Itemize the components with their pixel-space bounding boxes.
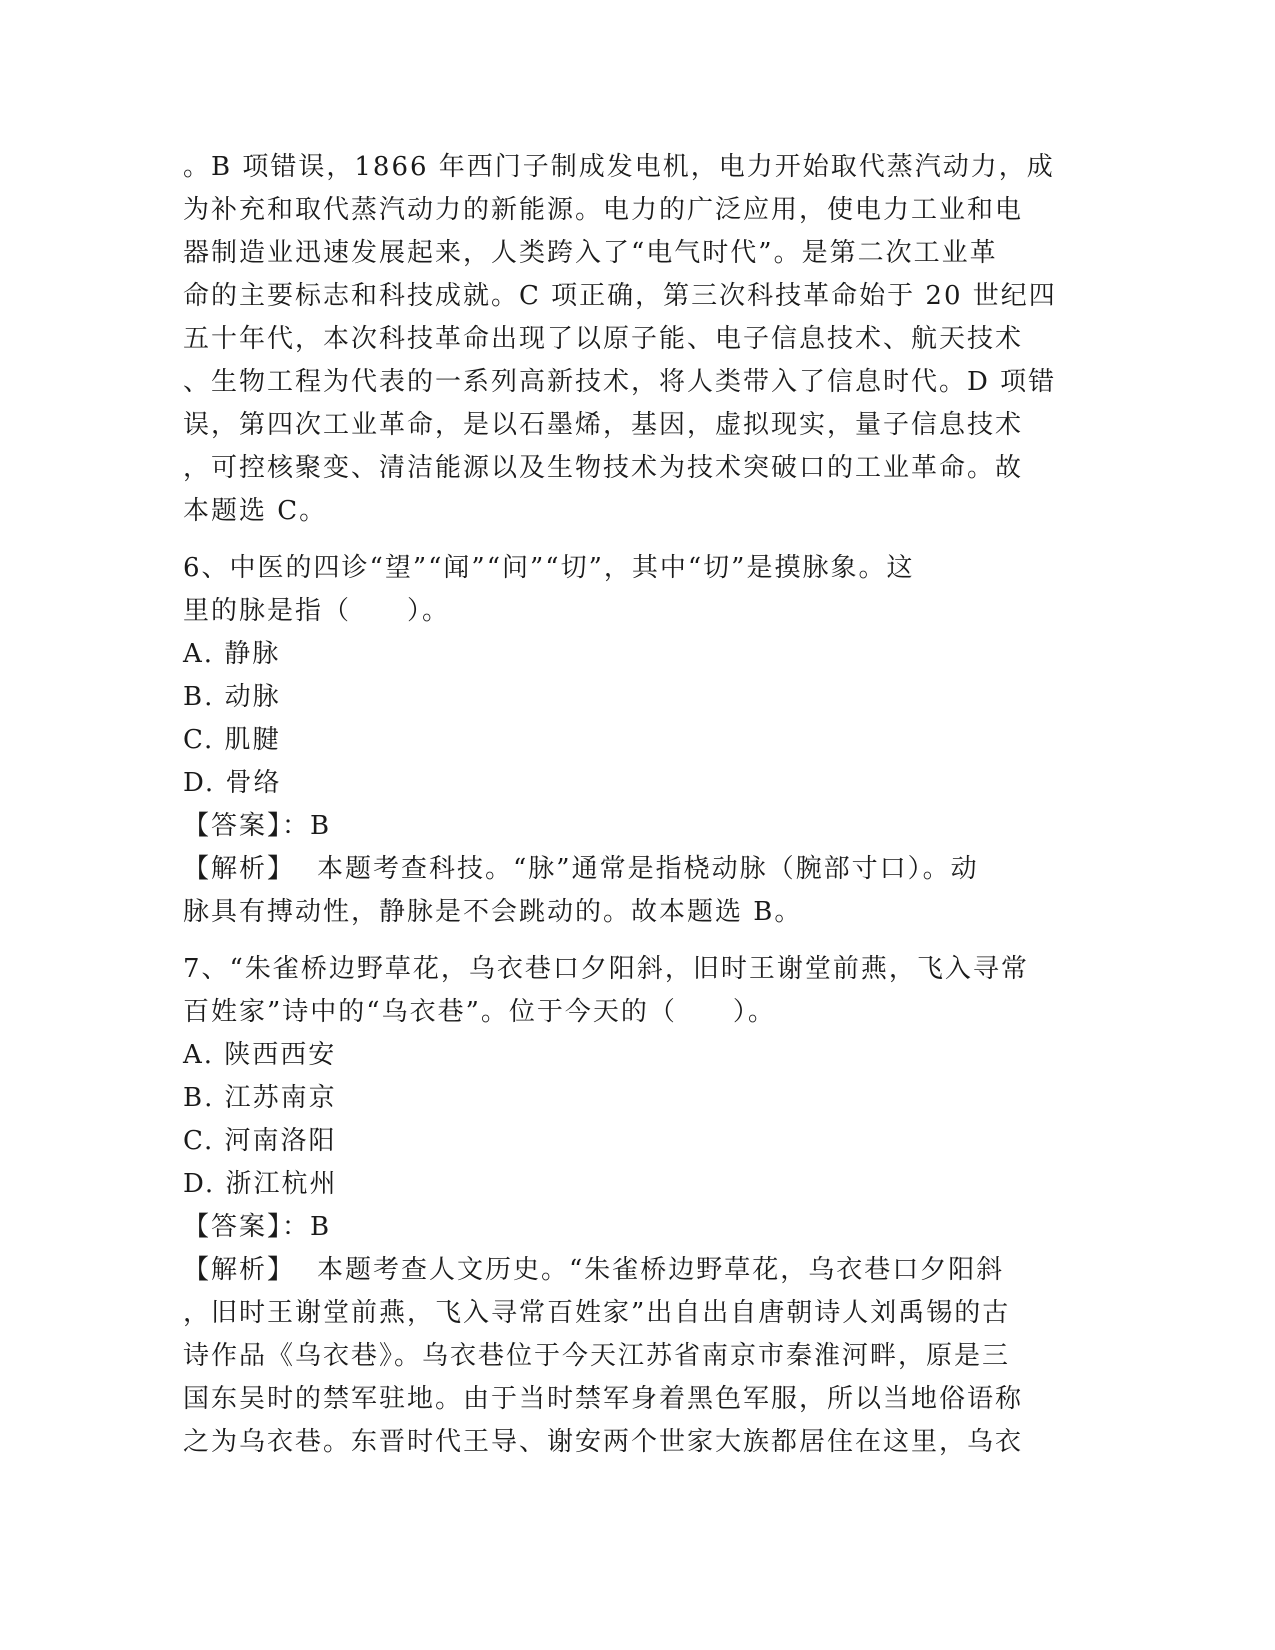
explanation-line: ，旧时王谢堂前燕，飞入寻常百姓家”出自出自唐朝诗人刘禹锡的古 — [183, 1298, 1011, 1328]
text-line: 本题选 C。 — [183, 496, 328, 526]
option-c: C. 河南洛阳 — [183, 1126, 337, 1156]
text-line: 、生物工程为代表的一系列高新技术，将人类带入了信息时代。D 项错 — [183, 367, 1057, 397]
answer: 【答案】：B — [183, 811, 332, 841]
option-b: B. 动脉 — [183, 682, 281, 712]
text-line: ，可控核聚变、清洁能源以及生物技术为技术突破口的工业革命。故 — [183, 453, 1024, 483]
option-d: D. 浙江杭州 — [183, 1169, 338, 1199]
text-line: 五十年代，本次科技革命出现了以原子能、电子信息技术、航天技术 — [183, 324, 1024, 354]
spacer — [183, 934, 1083, 948]
option-a: A. 陕西西安 — [183, 1040, 337, 1070]
option-d: D. 骨络 — [183, 768, 282, 798]
text-line: 误，第四次工业革命，是以石墨烯，基因，虚拟现实，量子信息技术 — [183, 410, 1024, 440]
text-line: 器制造业迅速发展起来，人类跨入了“电气时代”。是第二次工业革 — [183, 238, 998, 268]
explanation-line — [183, 1249, 1083, 1292]
option-c: C. 肌腱 — [183, 725, 281, 755]
explanation-text: 本题考查科技。“脉”通常是指桡动脉（腕部寸口）。动 — [317, 854, 979, 884]
question-stem: 7、“朱雀桥边野草花，乌衣巷口夕阳斜，旧时王谢堂前燕，飞入寻常 — [183, 954, 1029, 984]
explanation-label: 【解析】 — [183, 854, 296, 884]
explanation-line: 国东吴时的禁军驻地。由于当时禁军身着黑色军服，所以当地俗语称 — [183, 1384, 1024, 1414]
explanation-label: 【解析】 — [183, 1255, 296, 1285]
text-line: 命的主要标志和科技成就。C 项正确，第三次科技革命始于 20 世纪四 — [183, 281, 1057, 311]
answer: 【答案】：B — [183, 1212, 332, 1242]
question-stem: 6、中医的四诊“望”“闻”“问”“切”，其中“切”是摸脉象。这 — [183, 553, 915, 583]
option-b: B. 江苏南京 — [183, 1083, 337, 1113]
explanation-line: 脉具有搏动性，静脉是不会跳动的。故本题选 B。 — [183, 897, 803, 927]
question-stem: 百姓家”诗中的“乌衣巷”。位于今天的（ ）。 — [183, 997, 776, 1027]
explanation-line: 之为乌衣巷。东晋时代王导、谢安两个世家大族都居住在这里，乌衣 — [183, 1427, 1024, 1457]
option-a: A. 静脉 — [183, 639, 281, 669]
document-page — [183, 146, 1083, 1464]
explanation-text: 本题考查人文历史。“朱雀桥边野草花，乌衣巷口夕阳斜 — [317, 1255, 1005, 1285]
previous-explanation — [183, 146, 1083, 533]
spacer — [183, 533, 1083, 547]
question-6 — [183, 547, 1083, 934]
explanation-line — [183, 848, 1083, 891]
question-7 — [183, 948, 1083, 1464]
text-line: 。B 项错误，1866 年西门子制成发电机，电力开始取代蒸汽动力，成 — [183, 152, 1055, 182]
question-stem: 里的脉是指（ ）。 — [183, 596, 451, 626]
text-line: 为补充和取代蒸汽动力的新能源。电力的广泛应用，使电力工业和电 — [183, 195, 1024, 225]
explanation-line: 诗作品《乌衣巷》。乌衣巷位于今天江苏省南京市秦淮河畔，原是三 — [183, 1341, 1011, 1371]
